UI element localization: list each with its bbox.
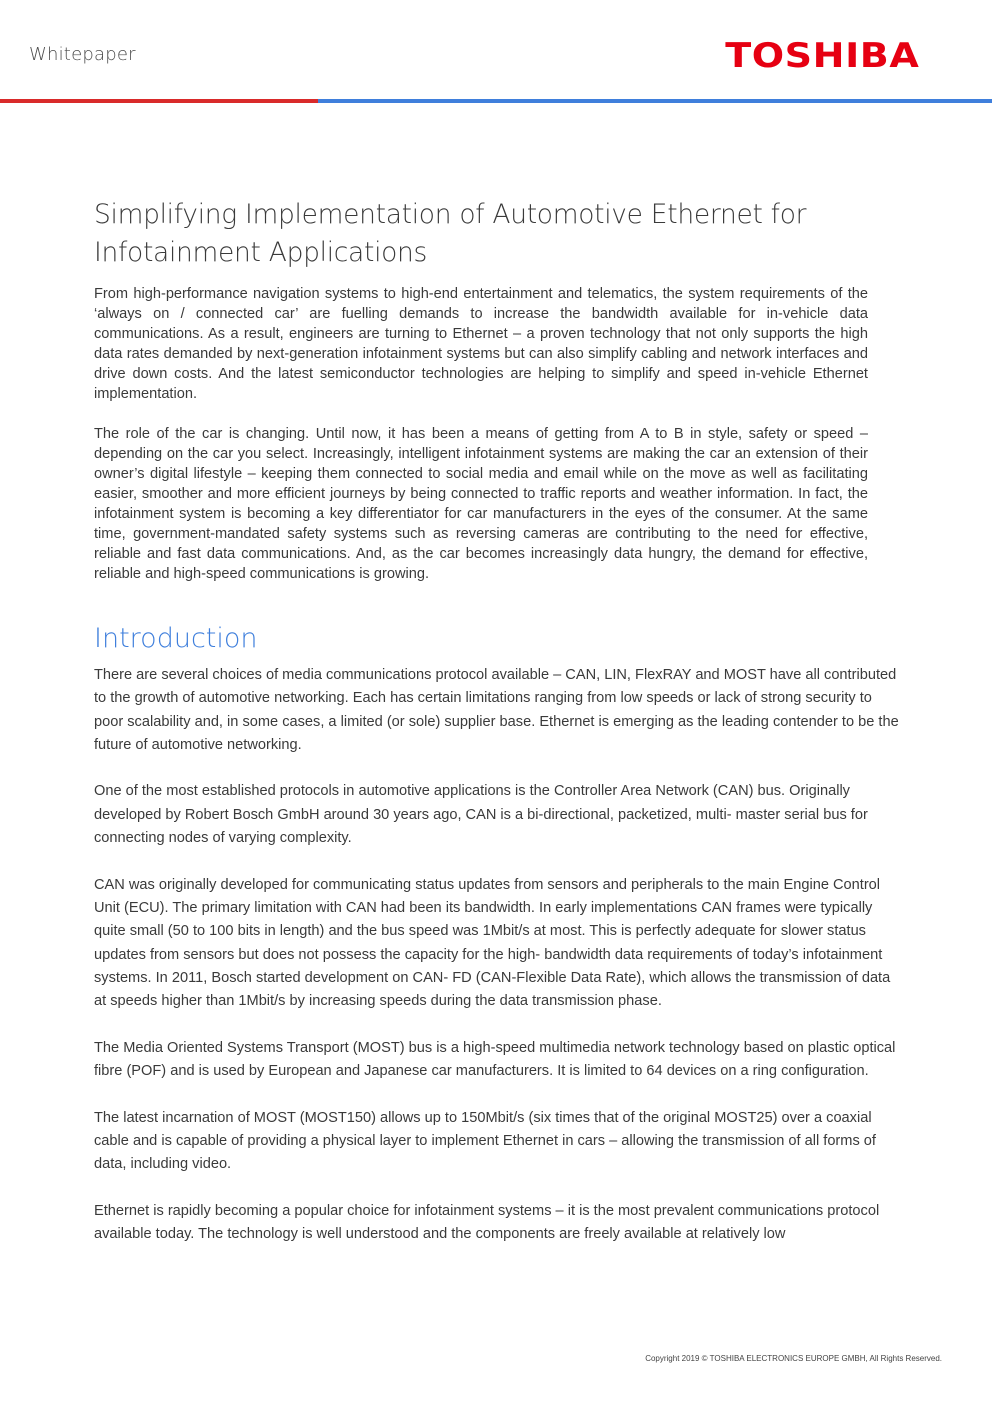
article-body: [94, 196, 899, 1246]
header-rule-red: [0, 99, 318, 103]
header-rule-blue: [318, 99, 992, 103]
page-title: Simplifying Implementation of Automotive Ethernet for Infotainment Applications: [94, 199, 807, 268]
footer-copyright: Copyright 2019 © TOSHIBA ELECTRONICS EUROPE GMBH, All Rights Reserved.: [645, 1354, 942, 1363]
introduction-paragraph-2: One of the most established protocols in automotive applications is the Controller Area Network (CAN) bus. Originally developed by Robert Bosch GmbH around 30 years ago, CAN is a bi-directional, packetized, multi- master serial bus for connecting nodes of varying complexity.: [94, 783, 868, 847]
introduction-paragraph-5: The latest incarnation of MOST (MOST150) allows up to 150Mbit/s (six times that of the original MOST25) over a coaxial cable and is capable of providing a physical layer to implement Ethernet in cars – allowing the transmission of all forms of data, including video.: [94, 1109, 876, 1173]
introduction-paragraph-6: Ethernet is rapidly becoming a popular choice for infotainment systems – it is the most prevalent communications protocol available today. The technology is well understood and the components are freely available at relatively low: [94, 1202, 880, 1243]
introduction-paragraph-4: The Media Oriented Systems Transport (MOST) bus is a high-speed multimedia network technology based on plastic optical fibre (POF) and is used by European and Japanese car manufacturers. It is limited to 64 devices on a ring configuration.: [94, 1039, 896, 1080]
intro-paragraph-1: From high-performance navigation systems to high-end entertainment and telematics, the system requirements of the ‘always on / connected car’ are fuelling demands to increase the bandwidth available for in-vehicle data communications. As a result, engineers are turning to Ethernet – a proven technology that not only supports the high data rates demanded by next-generation infotainment systems but can also simplify cabling and network interfaces and drive down costs. And the latest semiconductor technologies are helping to simplify and speed in-vehicle Ethernet implementation.: [94, 286, 868, 402]
introduction-section: [94, 664, 900, 1246]
intro-paragraph-2: The role of the car is changing. Until now, it has been a means of getting from A to B in style, safety or speed – depending on the car you select. Increasingly, intelligent infotainment systems are making the car an extension of their owner’s digital lifestyle – keeping them connected to social media and email while on the move as well as facilitating easier, smoother and more efficient journeys by being connected to traffic reports and weather information. In fact, the infotainment system is becoming a key differentiator for car manufacturers in the eyes of the consumer. At the same time, government-mandated safety systems such as reversing cameras are contributing to the need for effective, reliable and fast data communications. And, as the car becomes increasingly data hungry, the demand for effective, reliable and high-speed communications is growing.: [94, 426, 868, 582]
introduction-paragraph-3: CAN was originally developed for communicating status updates from sensors and peripherals to the main Engine Control Unit (ECU). The primary limitation with CAN had been its bandwidth. In early implementations CAN frames were typically quite small (50 to 100 bits in length) and the bus speed was 1Mbit/s at most. This is perfectly adequate for slower status updates from sensors but does not possess the capacity for the high- bandwidth data requirements of today’s infotainment systems. In 2011, Bosch started development on CAN- FD (CAN-Flexible Data Rate), which allows the transmission of data at speeds higher than 1Mbit/s by increasing speeds during the data transmission phase.: [94, 876, 891, 1010]
toshiba-logo: TOSHIBA: [724, 36, 919, 76]
introduction-paragraph-1: There are several choices of media communications protocol available – CAN, LIN, FlexRAY and MOST have all contributed to the growth of automotive networking. Each has certain limitations ranging from low speeds or lack of strong security to poor scalability and, in some cases, a limited (or sole) supplier base. Ethernet is emerging as the leading contender to be the future of automotive networking.: [94, 667, 899, 753]
section-heading-introduction: Introduction: [94, 623, 258, 654]
header-label: Whitepaper: [29, 44, 136, 65]
